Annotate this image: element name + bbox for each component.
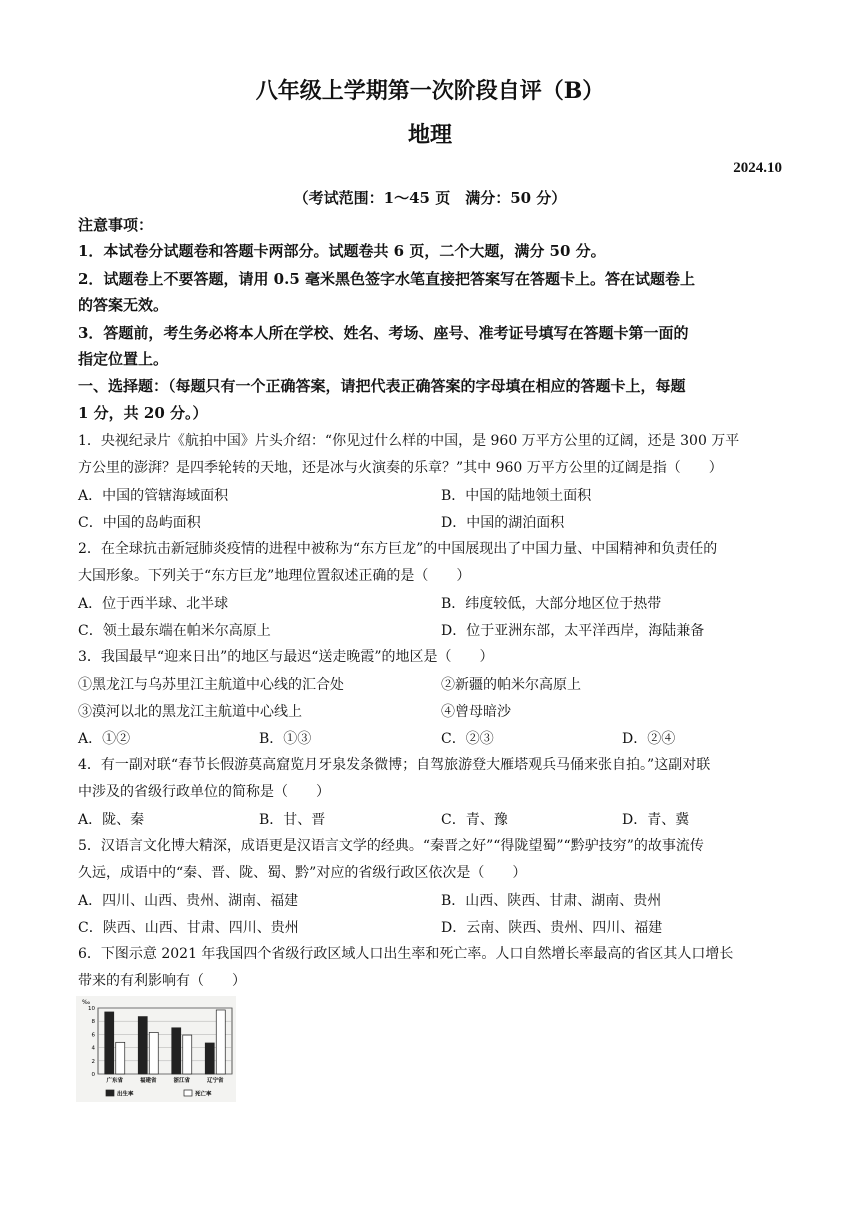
x-category-label: 浙江省 — [173, 1078, 191, 1084]
notice-item: 2．试题卷上不要答题，请用 0.5 毫米黑色签字水笔直接把答案写在答题卡上。答在试题卷上 — [78, 270, 695, 288]
question-3-text: 3．我国最早“迎来日出”的地区与最迟“送走晚霞”的地区是（ ） — [78, 649, 494, 665]
legend-label: 死亡率 — [195, 1091, 212, 1098]
y-tick-label: 2 — [91, 1058, 95, 1065]
section-heading: 一、选择题：（每题只有一个正确答案，请把代表正确答案的字母填在相应的答题卡上，每题 — [78, 377, 686, 395]
q5-option-a: A．四川、山西、贵州、湖南、福建 — [78, 893, 299, 909]
y-tick-label: 6 — [91, 1032, 95, 1039]
notice-item: 的答案无效。 — [78, 296, 169, 314]
q2-option-d: D．位于亚洲东部，太平洋西岸，海陆兼备 — [441, 623, 705, 639]
q3-item-3: ③漠河以北的黑龙江主航道中心线上 — [78, 704, 302, 720]
question-1-text: 1．央视纪录片《航拍中国》片头介绍：“你见过什么样的中国，是 960 万平方公里的辽阔，还是 300 万平 — [78, 433, 740, 449]
question-4-text: 4．有一副对联“春节长假游莫高窟览月牙泉发条微博；自驾旅游登大雁塔观兵马俑来张自拍。”这副对联 — [78, 757, 711, 773]
q4-option-d: D．青、冀 — [622, 812, 690, 828]
question-2-text: 大国形象。下列关于“东方巨龙”地理位置叙述正确的是（ ） — [78, 568, 471, 584]
chart-unit: ‰ — [82, 999, 91, 1006]
q5-option-b: B．山西、陕西、甘肃、湖南、贵州 — [441, 893, 662, 909]
q2-option-b: B．纬度较低，大部分地区位于热带 — [441, 596, 662, 612]
bar-birth-rate — [172, 1028, 181, 1074]
notice-item: 3．答题前，考生务必将本人所在学校、姓名、考场、座号、准考证号填写在答题卡第一面的 — [78, 324, 689, 342]
section-heading-cont: 1 分，共 20 分。） — [78, 404, 208, 422]
legend-swatch — [184, 1090, 192, 1096]
q1-option-c: C．中国的岛屿面积 — [78, 515, 201, 531]
q3-option-d: D．②④ — [622, 731, 676, 747]
birth-death-rate-chart — [76, 996, 236, 1102]
notice-item: 1．本试卷分试题卷和答题卡两部分。试题卷共 6 页，二个大题，满分 50 分。 — [78, 242, 606, 260]
exam-title: 八年级上学期第一次阶段自评（B） — [255, 78, 605, 104]
q1-option-b: B．中国的陆地领土面积 — [441, 488, 592, 504]
bar-death-rate — [116, 1042, 125, 1074]
subject-title: 地理 — [407, 122, 452, 148]
q5-option-d: D．云南、陕西、贵州、四川、福建 — [441, 920, 663, 936]
exam-range: （考试范围：1～45 页 满分：50 分） — [293, 189, 567, 207]
q4-option-a: A．陇、秦 — [78, 812, 145, 828]
q3-option-a: A．①② — [78, 731, 131, 747]
question-6-text: 6．下图示意 2021 年我国四个省级行政区域人口出生率和死亡率。人口自然增长率最高的省区其人口增长 — [78, 946, 734, 962]
bar-death-rate — [216, 1010, 225, 1074]
q3-item-2: ②新疆的帕米尔高原上 — [441, 677, 581, 693]
question-5-text: 5．汉语言文化博大精深，成语更是汉语言文学的经典。“秦晋之好”“得陇望蜀”“黔驴技穷”的故事流传 — [78, 838, 704, 854]
bar-birth-rate — [205, 1043, 214, 1074]
x-category-label: 辽宁省 — [206, 1078, 224, 1084]
x-category-label: 广东省 — [106, 1078, 124, 1084]
bar-birth-rate — [105, 1012, 114, 1074]
question-4-text: 中涉及的省级行政单位的简称是（ ） — [78, 784, 330, 800]
q1-option-d: D．中国的湖泊面积 — [441, 515, 565, 531]
q3-option-b: B．①③ — [259, 731, 312, 747]
q2-option-a: A．位于西半球、北半球 — [78, 596, 229, 612]
question-6-text: 带来的有利影响有（ ） — [78, 973, 246, 989]
legend-swatch — [106, 1090, 114, 1096]
notice-item: 指定位置上。 — [78, 350, 169, 368]
bar-death-rate — [149, 1032, 158, 1074]
question-5-text: 久远，成语中的“秦、晋、陇、蜀、黔”对应的省级行政区依次是（ ） — [78, 865, 527, 881]
q2-option-c: C．领土最东端在帕米尔高原上 — [78, 623, 271, 639]
question-2-text: 2．在全球抗击新冠肺炎疫情的进程中被称为“东方巨龙”的中国展现出了中国力量、中国精神和负责任的 — [78, 541, 718, 557]
x-category-label: 福建省 — [139, 1078, 157, 1084]
y-tick-label: 4 — [91, 1045, 95, 1052]
q4-option-c: C．青、豫 — [441, 812, 508, 828]
y-tick-label: 10 — [88, 1006, 95, 1012]
bar-death-rate — [183, 1035, 192, 1074]
y-tick-label: 0 — [91, 1072, 95, 1078]
q5-option-c: C．陕西、山西、甘肃、四川、贵州 — [78, 920, 299, 936]
q3-item-4: ④曾母暗沙 — [441, 704, 511, 720]
q3-option-c: C．②③ — [441, 731, 494, 747]
q3-item-1: ①黑龙江与乌苏里江主航道中心线的汇合处 — [78, 677, 344, 693]
q1-option-a: A．中国的管辖海域面积 — [78, 488, 229, 504]
q4-option-b: B．甘、晋 — [259, 812, 326, 828]
bar-birth-rate — [138, 1017, 147, 1074]
notice-heading: 注意事项： — [78, 216, 154, 234]
question-1-text: 方公里的澎湃？是四季轮转的天地，还是冰与火演奏的乐章？”其中 960 万平方公里的辽阔是指（ ） — [78, 460, 723, 476]
y-tick-label: 8 — [91, 1019, 95, 1026]
exam-date: 2024.10 — [733, 160, 782, 176]
legend-label: 出生率 — [117, 1091, 134, 1098]
